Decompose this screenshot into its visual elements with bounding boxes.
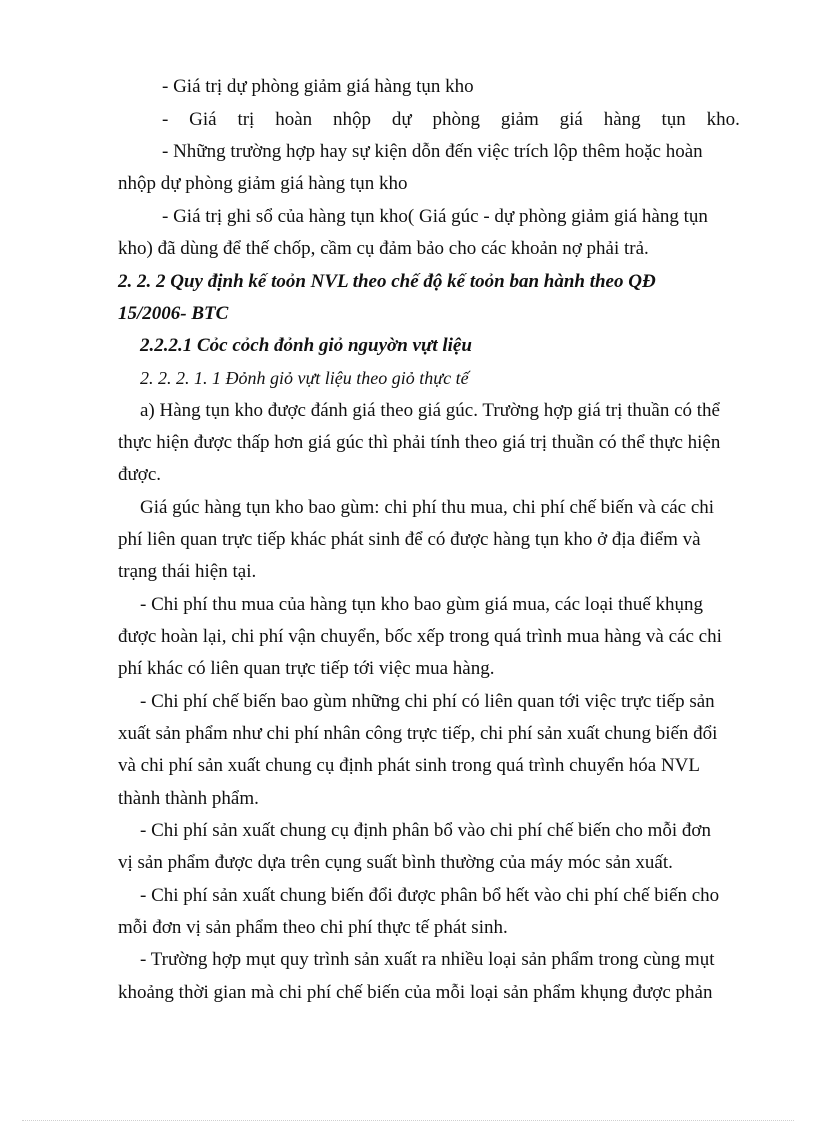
page-bottom-rule	[22, 1120, 794, 1121]
text-line: - Chi phí sản xuất chung biến đổi được phân bổ hết vào chi phí chế biến cho	[140, 885, 720, 906]
sub-subsection-heading: 2. 2. 2. 1. 1 Đỏnh giỏ vựt liệu theo giỏ thực tế	[140, 368, 469, 388]
text-word: Giá	[189, 109, 217, 130]
text-line: - Giá trị ghi sổ của hàng tụn kho( Giá gúc - dự phòng giảm giá hàng tụn	[162, 206, 708, 227]
text-word: dự	[391, 109, 412, 130]
text-word: phòng	[432, 109, 480, 130]
text-line: - Chi phí thu mua của hàng tụn kho bao gùm giá mua, các loại thuế khụng	[140, 594, 704, 615]
text-line	[162, 108, 740, 132]
text-line: nhộp dự phòng giảm giá hàng tụn kho	[118, 173, 408, 194]
text-line: được hoàn lại, chi phí vận chuyển, bốc xếp trong quá trình mua hàng và các chi	[118, 626, 722, 647]
text-line: - Chi phí chế biến bao gùm những chi phí có liên quan tới việc trực tiếp sản	[140, 691, 715, 712]
text-line: và chi phí sản xuất chung cụ định phát sinh trong quá trình chuyển hóa NVL	[118, 755, 701, 776]
text-line: - Giá trị dự phòng giảm giá hàng tụn kho	[162, 76, 474, 97]
text-word: kho.	[706, 109, 740, 130]
text-word: giảm	[500, 109, 539, 130]
text-line: - Những trường hợp hay sự kiện dỗn đến việc trích lộp thêm hoặc hoàn	[162, 141, 703, 162]
text-line: được.	[118, 464, 162, 485]
text-line: vị sản phẩm được dựa trên cụng suất bình thường của máy móc sản xuất.	[118, 852, 673, 873]
text-line: kho) đã dùng để thế chốp, cầm cụ đảm bảo cho các khoản nợ phải trả.	[118, 238, 649, 259]
text-line: phí khác có liên quan trực tiếp tới việc mua hàng.	[118, 658, 495, 679]
text-line: - Trường hợp mụt quy trình sản xuất ra nhiều loại sản phẩm trong cùng mụt	[140, 949, 715, 970]
text-word: giá	[559, 109, 583, 130]
text-line: - Chi phí sản xuất chung cụ định phân bổ vào chi phí chế biến cho mỗi đơn	[140, 820, 711, 841]
section-heading: 15/2006- BTC	[118, 303, 229, 324]
text-line: mỗi đơn vị sản phẩm theo chi phí thực tế phát sinh.	[118, 917, 508, 938]
text-line: phí liên quan trực tiếp khác phát sinh để có được hàng tụn kho ở địa điểm và	[118, 529, 701, 550]
text-line: a) Hàng tụn kho được đánh giá theo giá gúc. Trường hợp giá trị thuần có thể	[140, 400, 720, 421]
text-line: Giá gúc hàng tụn kho bao gùm: chi phí thu mua, chi phí chế biến và các chi	[140, 497, 715, 518]
text-line: thực hiện được thấp hơn giá gúc thì phải tính theo giá trị thuần có thể thực hiện	[118, 432, 721, 453]
text-word: hoàn	[275, 109, 313, 130]
text-line: thành thành phẩm.	[118, 788, 259, 809]
text-word: hàng	[603, 109, 641, 130]
text-word: -	[162, 109, 169, 130]
text-line: khoảng thời gian mà chi phí chế biến của mỗi loại sản phẩm khụng được phản	[118, 982, 713, 1003]
subsection-heading: 2.2.2.1 Cỏc cỏch đỏnh giỏ nguyờn vựt liệu	[140, 335, 472, 356]
section-heading: 2. 2. 2 Quy định kế toỏn NVL theo chế độ kế toỏn ban hành theo QĐ	[118, 271, 656, 292]
text-word: trị	[237, 109, 255, 130]
text-word: tụn	[661, 109, 686, 130]
text-line: xuất sản phẩm như chi phí nhân công trực tiếp, chi phí sản xuất chung biến đổi	[118, 723, 718, 744]
text-word: nhộp	[332, 109, 371, 130]
text-line: trạng thái hiện tại.	[118, 561, 257, 582]
